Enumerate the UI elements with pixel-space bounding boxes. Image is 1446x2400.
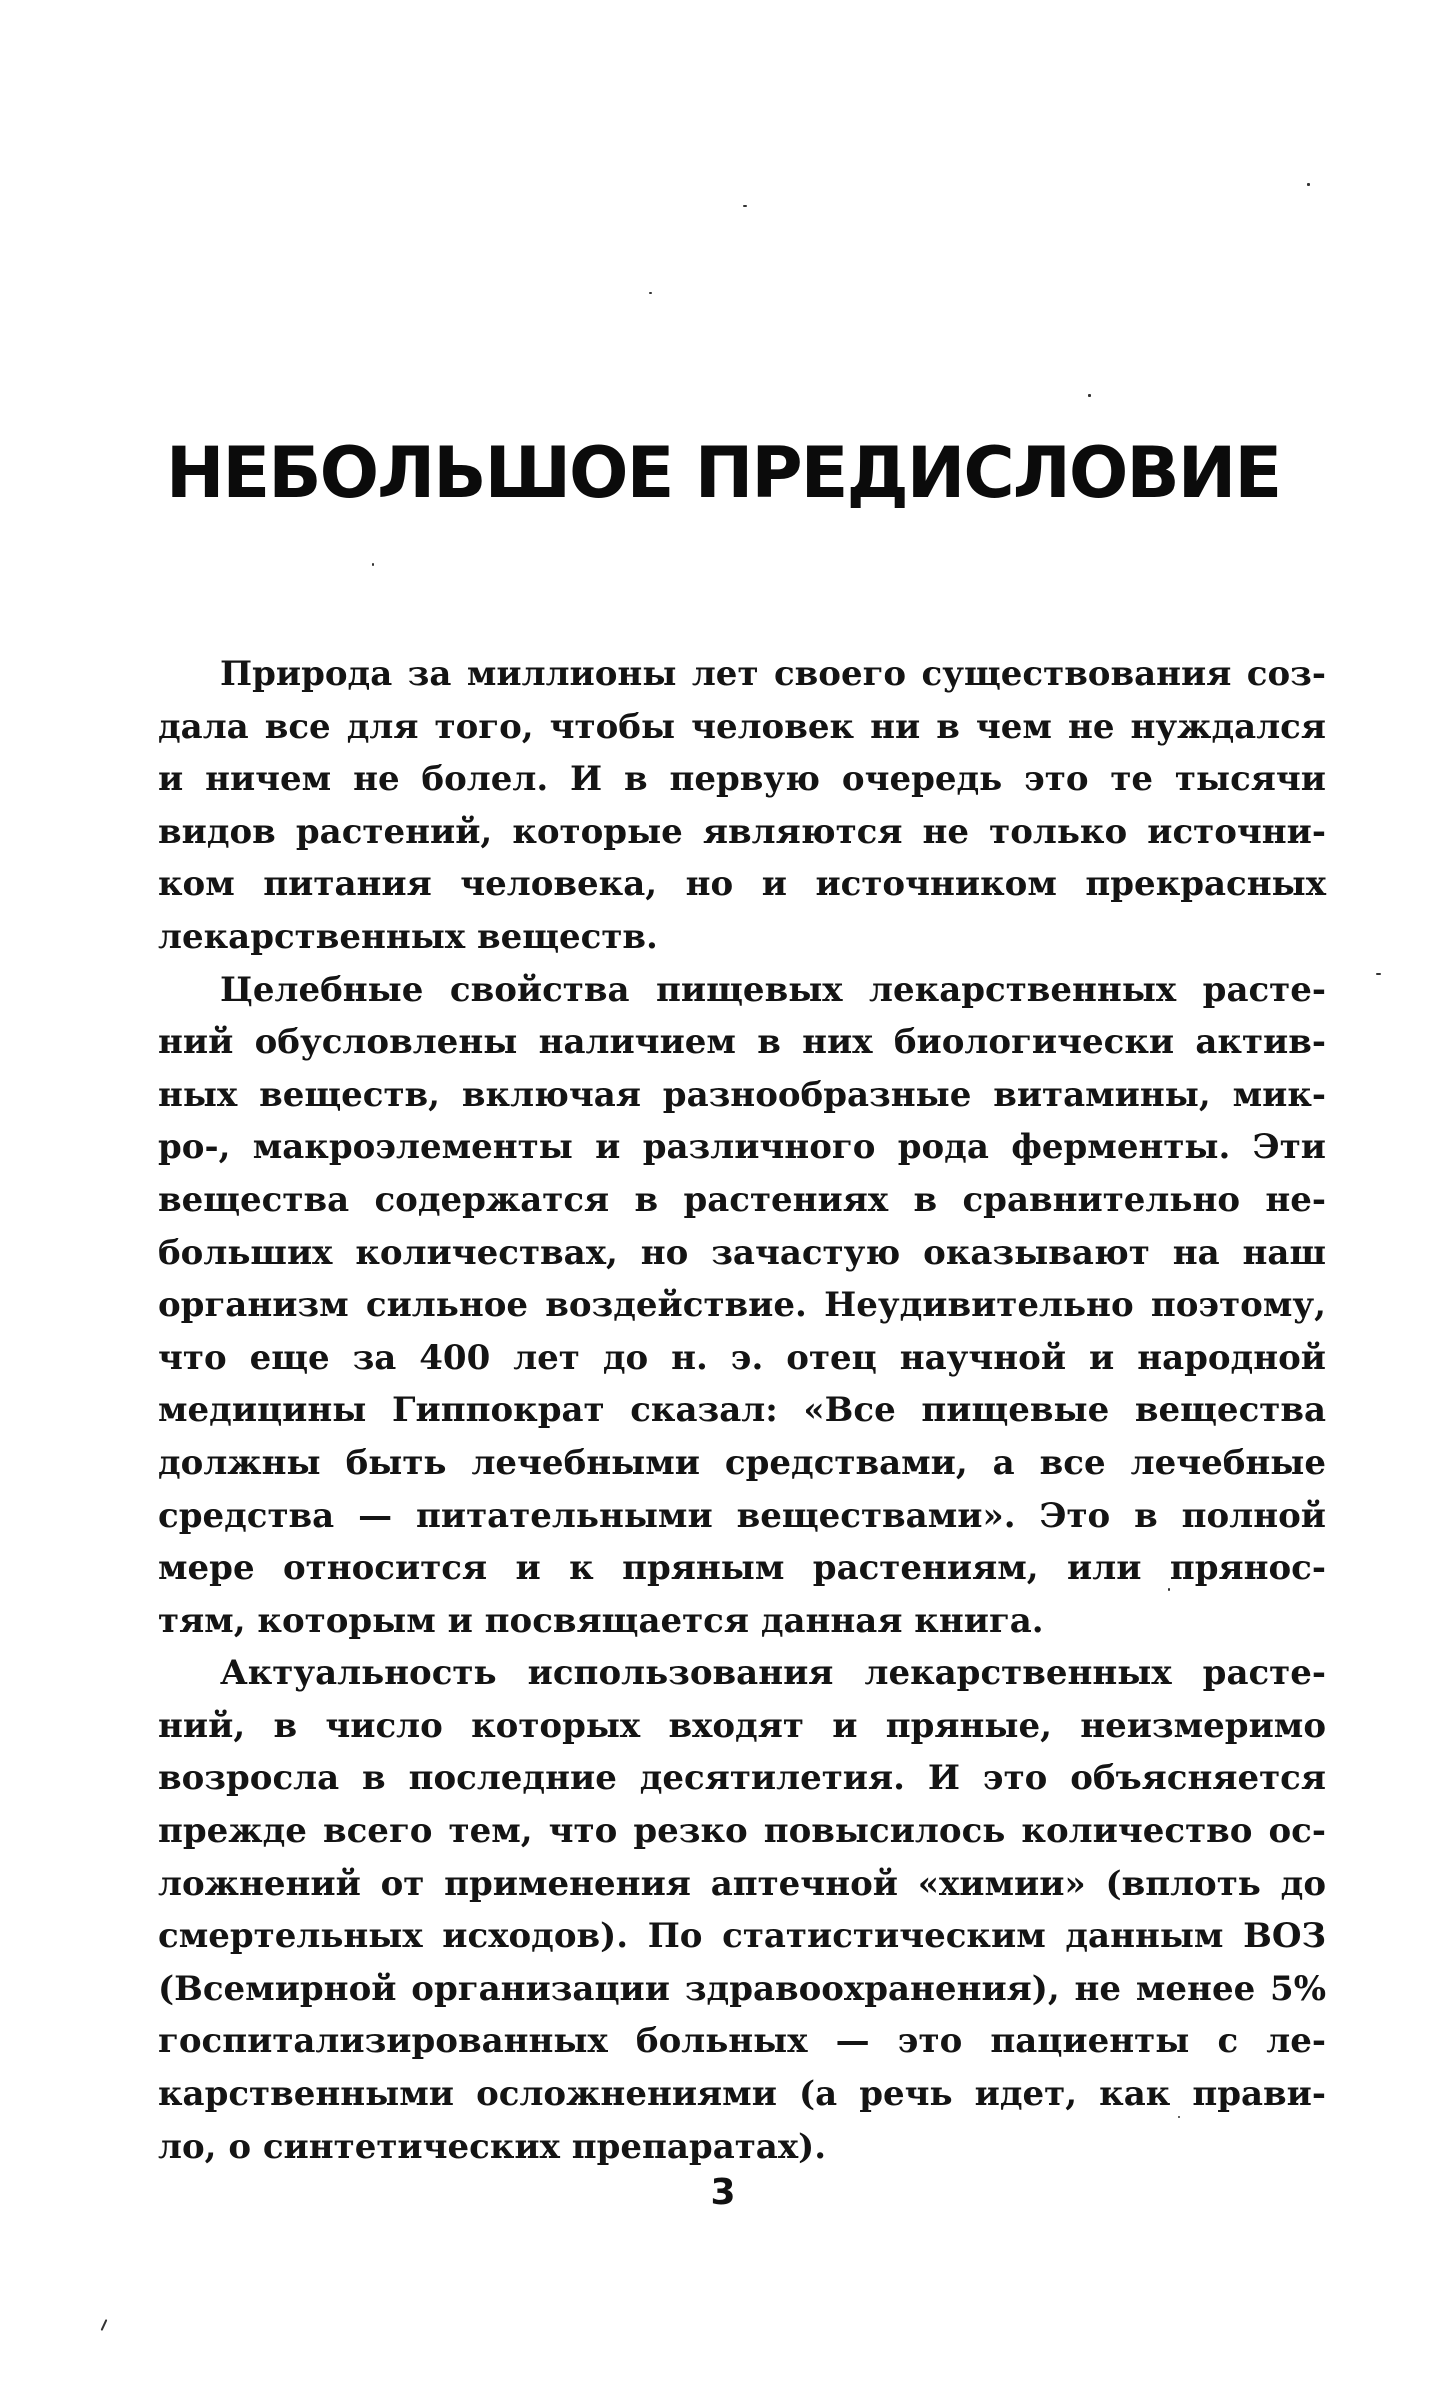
- scan-speck: [743, 205, 747, 207]
- paragraph-2-line: больших количествах, но зачастую оказывают на наш: [158, 1232, 1326, 1273]
- paragraph-3-line: (Всемирной организации здравоохранения), не менее 5%: [158, 1968, 1326, 2009]
- paragraph-2-line: медицины Гиппократ сказал: «Все пищевые вещества: [158, 1390, 1326, 1431]
- paragraph-2-line: ний обусловлены наличием в них биологически актив-: [158, 1022, 1326, 1063]
- paragraph-3-line: госпитализированных больных — это пациенты с ле-: [158, 2021, 1326, 2062]
- paragraph-1-line: лекарственных веществ.: [158, 916, 658, 957]
- paragraph-3-line: ний, в число которых входят и пряные, неизмеримо: [158, 1705, 1326, 1746]
- scan-speck: [1376, 973, 1381, 975]
- paragraph-2-line: ро-, макроэлементы и различного рода ферменты. Эти: [158, 1127, 1326, 1168]
- paragraph-3-line: смертельных исходов). По статистическим данным ВОЗ: [158, 1916, 1326, 1957]
- body-text: [158, 648, 1326, 2173]
- paragraph-1-line: дала все для того, чтобы человек ни в чем не нуждался: [158, 706, 1326, 747]
- paragraph-3-line: Актуальность использования лекарственных расте-: [220, 1653, 1326, 1694]
- paragraph-1-line: ком питания человека, но и источником прекрасных: [158, 864, 1326, 905]
- paragraph-3-line: возросла в последние десятилетия. И это объясняется: [158, 1758, 1326, 1799]
- paragraph-2-line: что еще за 400 лет до н. э. отец научной и народной: [158, 1337, 1326, 1378]
- page-number: 3: [710, 2172, 736, 2213]
- paragraph-1-line: видов растений, которые являются не только источни-: [158, 811, 1326, 852]
- scan-speck: [1088, 394, 1091, 397]
- paragraph-2-line: организм сильное воздействие. Неудивительно поэтому,: [158, 1285, 1326, 1326]
- scan-speck: [101, 2319, 108, 2331]
- scan-speck: [1178, 2116, 1180, 2118]
- paragraph-2-line: мере относится и к пряным растениям, или прянос-: [158, 1548, 1326, 1589]
- paragraph-3-line: ло, о синтетических препаратах).: [158, 2126, 827, 2167]
- paragraph-3-line: ложнений от применения аптечной «химии» (вплоть до: [158, 1863, 1326, 1904]
- paragraph-1-line: и ничем не болел. И в первую очередь это те тысячи: [158, 759, 1326, 800]
- scan-speck: [649, 292, 652, 294]
- chapter-heading: НЕБОЛЬШОЕ ПРЕДИСЛОВИЕ: [165, 432, 1281, 514]
- paragraph-1-line: Природа за миллионы лет своего существования соз-: [220, 654, 1326, 694]
- scan-speck: [1168, 1588, 1170, 1591]
- scan-speck: [372, 563, 374, 566]
- paragraph-3-line: карственными осложнениями (а речь идет, как прави-: [158, 2074, 1326, 2115]
- paragraph-2-line: ных веществ, включая разнообразные витамины, мик-: [158, 1074, 1326, 1115]
- paragraph-2-line: вещества содержатся в растениях в сравнительно не-: [158, 1179, 1326, 1220]
- scan-speck: [1307, 183, 1310, 186]
- paragraph-2-line: тям, которым и посвящается данная книга.: [158, 1600, 1044, 1641]
- paragraph-2-line: должны быть лечебными средствами, а все лечебные: [158, 1442, 1326, 1483]
- paragraph-2-line: средства — питательными веществами». Это в полной: [158, 1495, 1326, 1536]
- paragraph-2-line: Целебные свойства пищевых лекарственных расте-: [220, 969, 1326, 1010]
- paragraph-3-line: прежде всего тем, что резко повысилось количество ос-: [158, 1811, 1326, 1852]
